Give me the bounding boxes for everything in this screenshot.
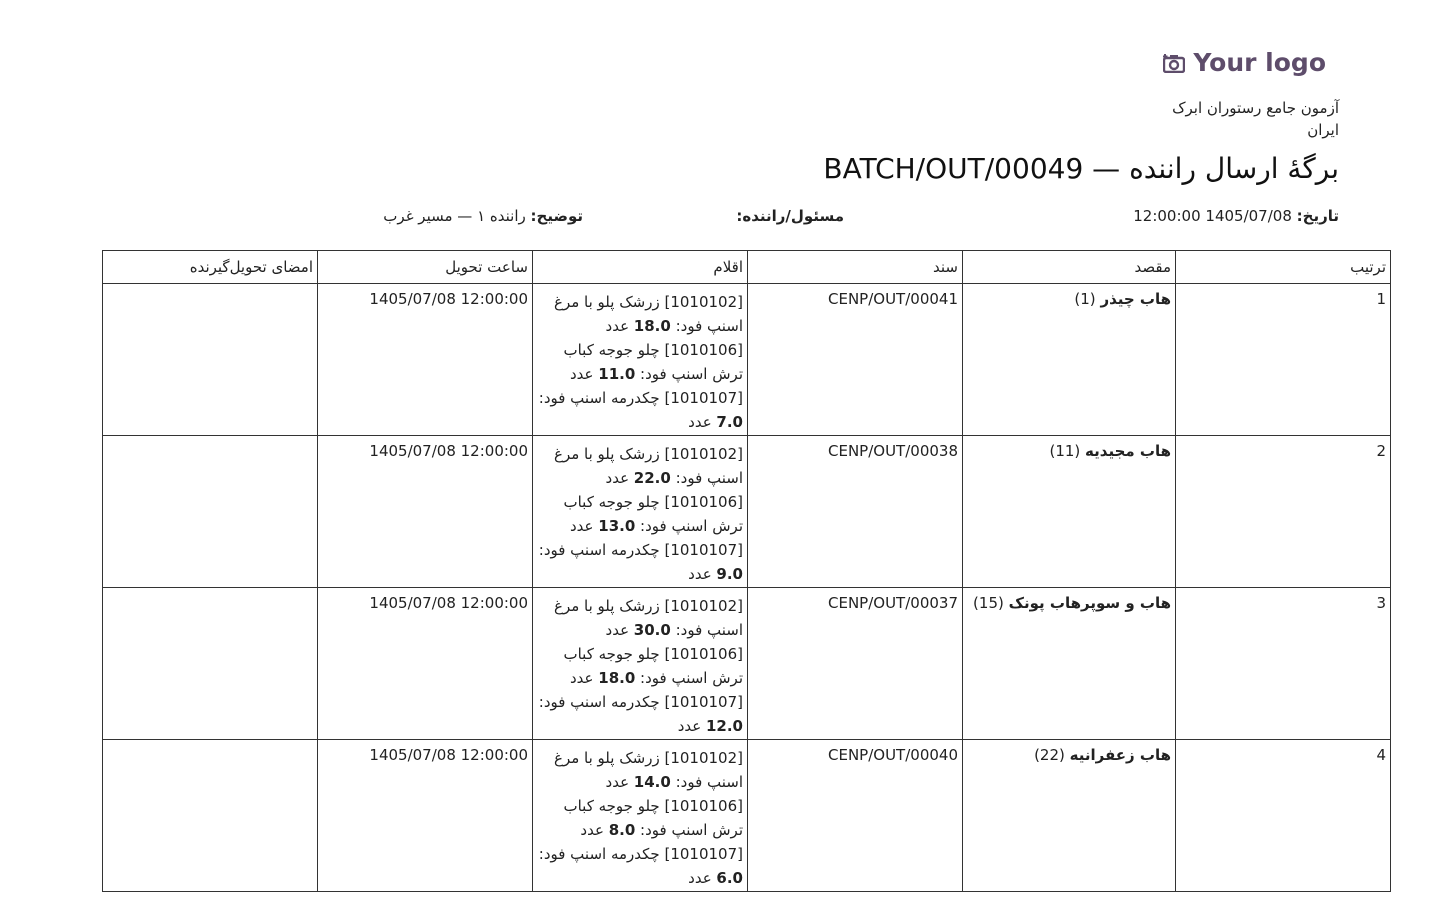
item-line [537, 386, 743, 434]
row-destination [963, 284, 1176, 436]
item-unit: عدد [605, 317, 634, 335]
item-qty: 18.0 [598, 669, 636, 687]
row-items [533, 740, 748, 892]
header-seq: ترتیب [1176, 251, 1391, 284]
item-unit: عدد [688, 413, 717, 431]
date-label: تاریخ: [1296, 207, 1339, 225]
item-qty: 30.0 [633, 621, 671, 639]
item-qty: 22.0 [633, 469, 671, 487]
header-destination: مقصد [963, 251, 1176, 284]
row-delivery-time: 1405/07/08 12:00:00 [318, 740, 533, 892]
row-signature [103, 740, 318, 892]
table-row [103, 740, 1391, 892]
row-signature [103, 284, 318, 436]
driver-label: مسئول/راننده: [736, 207, 844, 225]
row-seq: 2 [1176, 436, 1391, 588]
row-document: CENP/OUT/00038 [748, 436, 963, 588]
item-qty: 9.0 [716, 565, 743, 583]
item-qty: 12.0 [705, 717, 743, 735]
item-line [537, 690, 743, 738]
item-unit: عدد [605, 621, 634, 639]
item-qty: 18.0 [633, 317, 671, 335]
item-qty: 13.0 [598, 517, 636, 535]
logo-text: Your logo [1193, 48, 1326, 77]
item-line [537, 490, 743, 538]
row-destination [963, 740, 1176, 892]
destination-name: هاب زعفرانیه [1069, 746, 1171, 764]
item-line [537, 794, 743, 842]
meta-driver [736, 207, 844, 225]
row-delivery-time: 1405/07/08 12:00:00 [318, 436, 533, 588]
item-qty: 11.0 [598, 365, 636, 383]
company-address [1172, 97, 1339, 141]
item-unit: عدد [677, 717, 706, 735]
item-text: [1010102] زرشک پلو با مرغ اسنپ فود: [554, 749, 743, 791]
company-logo [1163, 48, 1326, 77]
destination-code: (11) [1049, 442, 1081, 460]
item-text: [1010106] چلو جوجه کباب ترش اسنپ فود: [563, 797, 743, 839]
description-value: راننده ۱ — مسیر غرب [383, 207, 526, 225]
destination-name: هاب مجیدیه [1085, 442, 1171, 460]
table-header-row [103, 251, 1391, 284]
item-text: [1010107] چکدرمه اسنپ فود: [538, 693, 743, 711]
destination-code: (1) [1074, 290, 1096, 308]
table-row [103, 284, 1391, 436]
item-line [537, 442, 743, 490]
header-signature: امضای تحویل‌گیرنده [103, 251, 318, 284]
row-signature [103, 436, 318, 588]
row-seq: 4 [1176, 740, 1391, 892]
row-signature [103, 588, 318, 740]
item-line [537, 842, 743, 890]
row-seq: 3 [1176, 588, 1391, 740]
item-unit: عدد [688, 869, 717, 887]
item-qty: 14.0 [633, 773, 671, 791]
meta-date [1133, 207, 1339, 225]
header-delivery-time: ساعت تحویل [318, 251, 533, 284]
company-country: ایران [1307, 121, 1339, 139]
item-line [537, 290, 743, 338]
header-items: اقلام [533, 251, 748, 284]
item-line [537, 642, 743, 690]
date-value: 1405/07/08 12:00:00 [1133, 207, 1292, 225]
camera-icon [1163, 53, 1185, 73]
meta-description [383, 207, 583, 225]
description-label: توضیح: [530, 207, 583, 225]
table-row [103, 588, 1391, 740]
item-text: [1010102] زرشک پلو با مرغ اسنپ فود: [554, 445, 743, 487]
header-document: سند [748, 251, 963, 284]
item-line [537, 338, 743, 386]
item-qty: 7.0 [716, 413, 743, 431]
item-unit: عدد [605, 773, 634, 791]
destination-code: (22) [1034, 746, 1065, 764]
row-delivery-time: 1405/07/08 12:00:00 [318, 588, 533, 740]
row-items [533, 284, 748, 436]
item-qty: 6.0 [716, 869, 743, 887]
item-unit: عدد [569, 669, 599, 687]
row-destination [963, 436, 1176, 588]
item-unit: عدد [605, 469, 634, 487]
item-line [537, 746, 743, 794]
row-delivery-time: 1405/07/08 12:00:00 [318, 284, 533, 436]
row-items [533, 588, 748, 740]
item-text: [1010107] چکدرمه اسنپ فود: [538, 541, 743, 559]
row-items [533, 436, 748, 588]
destination-code: (15) [973, 594, 1004, 612]
item-text: [1010107] چکدرمه اسنپ فود: [538, 389, 743, 407]
item-qty: 8.0 [608, 821, 636, 839]
item-text: [1010106] چلو جوجه کباب ترش اسنپ فود: [563, 341, 743, 383]
destination-name: هاب چیذر [1100, 290, 1171, 308]
item-unit: عدد [688, 565, 717, 583]
item-text: [1010107] چکدرمه اسنپ فود: [538, 845, 743, 863]
row-document: CENP/OUT/00040 [748, 740, 963, 892]
row-seq: 1 [1176, 284, 1391, 436]
item-text: [1010106] چلو جوجه کباب ترش اسنپ فود: [563, 493, 743, 535]
item-line [537, 594, 743, 642]
item-text: [1010102] زرشک پلو با مرغ اسنپ فود: [554, 597, 743, 639]
delivery-table [102, 250, 1391, 892]
table-row [103, 436, 1391, 588]
company-name: آزمون جامع رستوران ابرک [1172, 99, 1339, 117]
item-line [537, 538, 743, 586]
page-title: برگهٔ ارسال راننده — BATCH/OUT/00049 [823, 152, 1339, 185]
item-unit: عدد [569, 517, 599, 535]
row-document: CENP/OUT/00041 [748, 284, 963, 436]
item-text: [1010102] زرشک پلو با مرغ اسنپ فود: [554, 293, 743, 335]
destination-name: هاب و سوپرهاب پونک [1008, 594, 1171, 612]
item-unit: عدد [580, 821, 609, 839]
row-document: CENP/OUT/00037 [748, 588, 963, 740]
item-unit: عدد [569, 365, 599, 383]
item-text: [1010106] چلو جوجه کباب ترش اسنپ فود: [563, 645, 743, 687]
row-destination [963, 588, 1176, 740]
